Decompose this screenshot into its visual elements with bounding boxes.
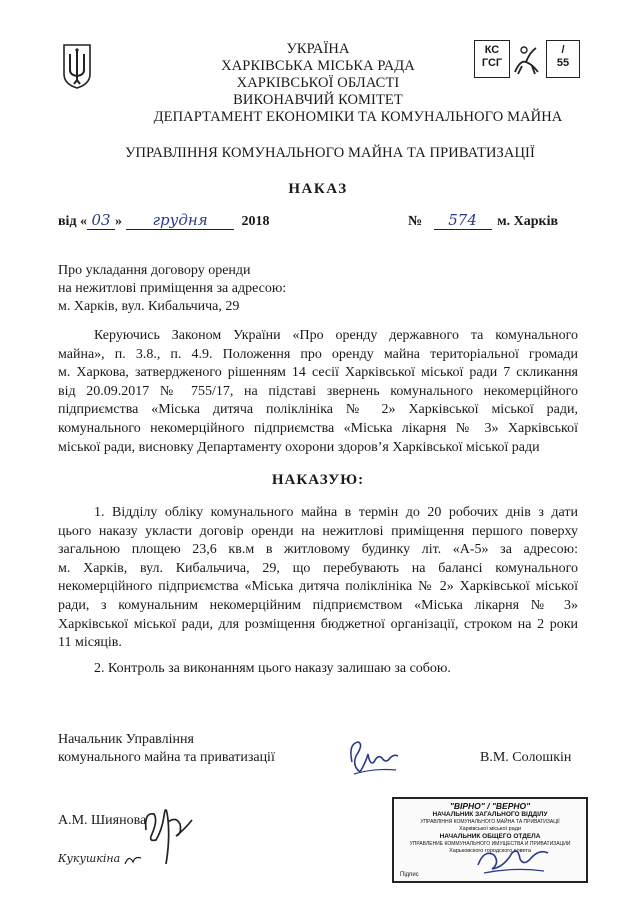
document-type: НАКАЗ <box>288 181 348 197</box>
stamp-code-2: ГСГ <box>481 57 503 69</box>
item-line: некомерційного підприємства «Міська дитяча поліклініка № 2» Харківської міської <box>58 579 578 595</box>
clerk-note <box>58 852 143 866</box>
preamble-line: від 20.09.2017 № 755/17, на підставі звернень комунального некомерційного <box>58 383 578 399</box>
stamp-line: Харьковского городского совета <box>449 848 531 854</box>
header-country: УКРАЇНА <box>286 41 350 57</box>
stamp-line: НАЧАЛЬНИК ЗАГАЛЬНОГО ВІДДІЛУ <box>432 811 548 818</box>
preamble-line: підприємства «Міська дитяча поліклініка № 2» Харківської міської ради, <box>58 402 578 418</box>
header-region: ХАРКІВСЬКОЇ ОБЛАСТІ <box>236 75 400 91</box>
item-line: ради, з комунальним некомерційним підприємством «Міська лікарня № 3» <box>58 597 578 613</box>
signatory-title <box>58 731 275 767</box>
clerk-initial-icon <box>123 852 143 866</box>
stamp-line: УПРАВЛЕНИЕ КОММУНАЛЬНОГО ИМУЩЕСТВА И ПРИВАТИЗАЦИИ <box>409 841 571 847</box>
preamble-line: комунального некомерційного підприємства «Міська лікарня № 3» Харківської <box>58 420 578 436</box>
preamble-line: міської ради, висновку Департаменту охорони здоров’я Харківської міської ради <box>58 439 540 455</box>
doc-number: 574 <box>434 211 492 230</box>
preamble <box>58 327 578 457</box>
executor-name: А.М. Шиянова <box>58 813 147 828</box>
date-close: » <box>115 214 123 229</box>
header-committee: ВИКОНАВЧИЙ КОМІТЕТ <box>233 92 403 108</box>
date-prefix: від « <box>58 214 88 229</box>
registration-stamp <box>474 40 580 80</box>
signatory-name: В.М. Солошкін <box>480 750 572 765</box>
subject-line: на нежитлові приміщення за адресою: <box>58 281 287 296</box>
director-signature <box>344 732 400 778</box>
stamp-line: НАЧАЛЬНИК ОБЩЕГО ОТДЕЛА <box>439 833 541 840</box>
subject <box>58 262 286 316</box>
item-line: загальною площею 23,6 кв.м в житловому будинку літ. «А-5» за адресою: <box>58 542 578 558</box>
executor-signature <box>140 790 196 870</box>
item-line: м. Харків, вул. Кибальчича, 29, що перебувають на балансі комунального <box>58 560 578 576</box>
stamp-signature <box>474 837 554 877</box>
order-item-1 <box>58 504 578 653</box>
signatory-title-line: комунального майна та приватизації <box>58 750 275 765</box>
stamp-line: Харківської міської ради <box>458 826 522 832</box>
signatory-title-line: Начальник Управління <box>58 732 194 747</box>
header-office: УПРАВЛІННЯ КОМУНАЛЬНОГО МАЙНА ТА ПРИВАТИЗАЦІЇ <box>125 145 535 161</box>
item-line: 11 місяців. <box>58 635 122 651</box>
date-month: грудня <box>126 211 234 230</box>
preamble-line: м. Харкова, затвердженого рішенням 14 сесії Харківської міської ради 7 скликання <box>58 365 578 381</box>
stamp-num-2: 55 <box>556 57 570 69</box>
stamp-line: "ВІРНО" / "ВЕРНО" <box>449 801 531 811</box>
preamble-line: Керуючись Законом України «Про оренду державного та комунального <box>94 328 578 343</box>
certification-stamp <box>392 797 588 883</box>
subject-line: м. Харків, вул. Кибальчича, 29 <box>58 299 240 314</box>
clerk-name: Кукушкіна <box>58 852 121 865</box>
preamble-line: майна», п. 3.8., п. 4.9. Положення про оренду майна територіальної громади <box>58 346 578 362</box>
date-year: 2018 <box>241 214 270 229</box>
date-day: 03 <box>87 211 115 230</box>
stamp-line: УПРАВЛІННЯ КОМУНАЛЬНОГО МАЙНА ТА ПРИВАТИЗАЦІЇ <box>420 819 560 825</box>
order-item-2: 2. Контроль за виконанням цього наказу залишаю за собою. <box>94 661 451 676</box>
header-department: ДЕПАРТАМЕНТ ЕКОНОМІКИ ТА КОМУНАЛЬНОГО МАЙНА <box>153 109 563 125</box>
horseman-seal-icon <box>512 42 542 76</box>
date-line <box>58 211 270 231</box>
item-line: Харківської міської ради, для розміщення бюджетної організації, строком на 2 роки <box>58 616 578 632</box>
header-council: ХАРКІВСЬКА МІСЬКА РАДА <box>221 58 415 74</box>
item-line: 1. Відділу обліку комунального майна в термін до 20 робочих днів з дати <box>94 505 578 520</box>
doc-city: м. Харків <box>497 214 559 229</box>
subject-line: Про укладання договору оренди <box>58 263 251 278</box>
number-line <box>408 211 558 231</box>
number-prefix: № <box>408 214 423 229</box>
stamp-sign-label: Підпис <box>400 872 419 878</box>
stamp-code-1: КС <box>484 44 500 56</box>
stamp-num-1: / <box>561 44 565 56</box>
item-line: цього наказу укласти договір оренди на нежитлові приміщення першого поверху <box>58 523 578 539</box>
order-heading: НАКАЗУЮ: <box>271 472 365 488</box>
